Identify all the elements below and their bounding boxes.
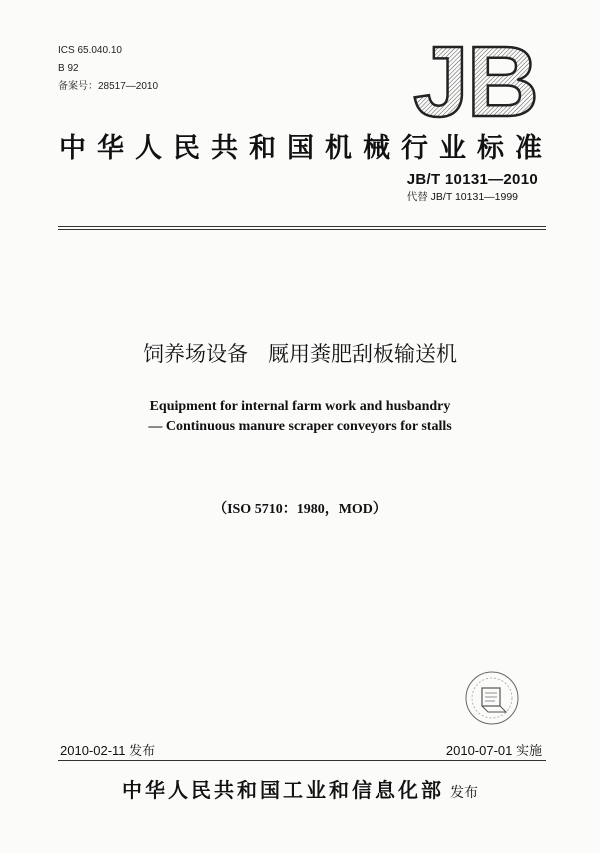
english-title-line2: — Continuous manure scraper conveyors for stalls <box>148 419 452 434</box>
classification-block <box>58 42 158 96</box>
header-divider-top <box>58 226 546 227</box>
publisher-line <box>0 774 600 803</box>
footer-divider <box>58 760 546 761</box>
record-number: 备案号：28517—2010 <box>58 81 159 92</box>
ics-code: ICS 65.040.10 <box>58 45 122 56</box>
classification-code: B 92 <box>58 63 79 74</box>
jb-logo-text: JB <box>413 34 537 124</box>
english-title-line1: Equipment for internal farm work and husbandry <box>149 399 451 414</box>
chinese-title <box>0 338 600 368</box>
jb-logo <box>405 34 545 124</box>
replaces-standard: 代替 JB/T 10131—1999 <box>406 191 519 203</box>
standard-type-title: 中华人民共和国机械行业标准 <box>59 133 553 164</box>
english-title <box>0 397 600 437</box>
iso-reference: （ISO 5710：1980，MOD） <box>213 502 387 517</box>
issue-date: 2010-02-11 发布 <box>60 743 156 758</box>
library-stamp-icon <box>462 668 522 728</box>
standard-number: JB/T 10131—2010 <box>406 171 538 188</box>
standard-number-block <box>407 171 538 204</box>
publisher-name: 中华人民共和国工业和信息化部 <box>122 778 444 802</box>
implementation-date: 2010-07-01 实施 <box>445 743 542 758</box>
chinese-title-part1: 饲养场设备 <box>143 342 248 366</box>
publisher-action: 发布 <box>450 785 478 801</box>
header-divider-bottom <box>58 229 546 230</box>
chinese-title-part2: 厩用粪肥刮板输送机 <box>268 342 457 366</box>
